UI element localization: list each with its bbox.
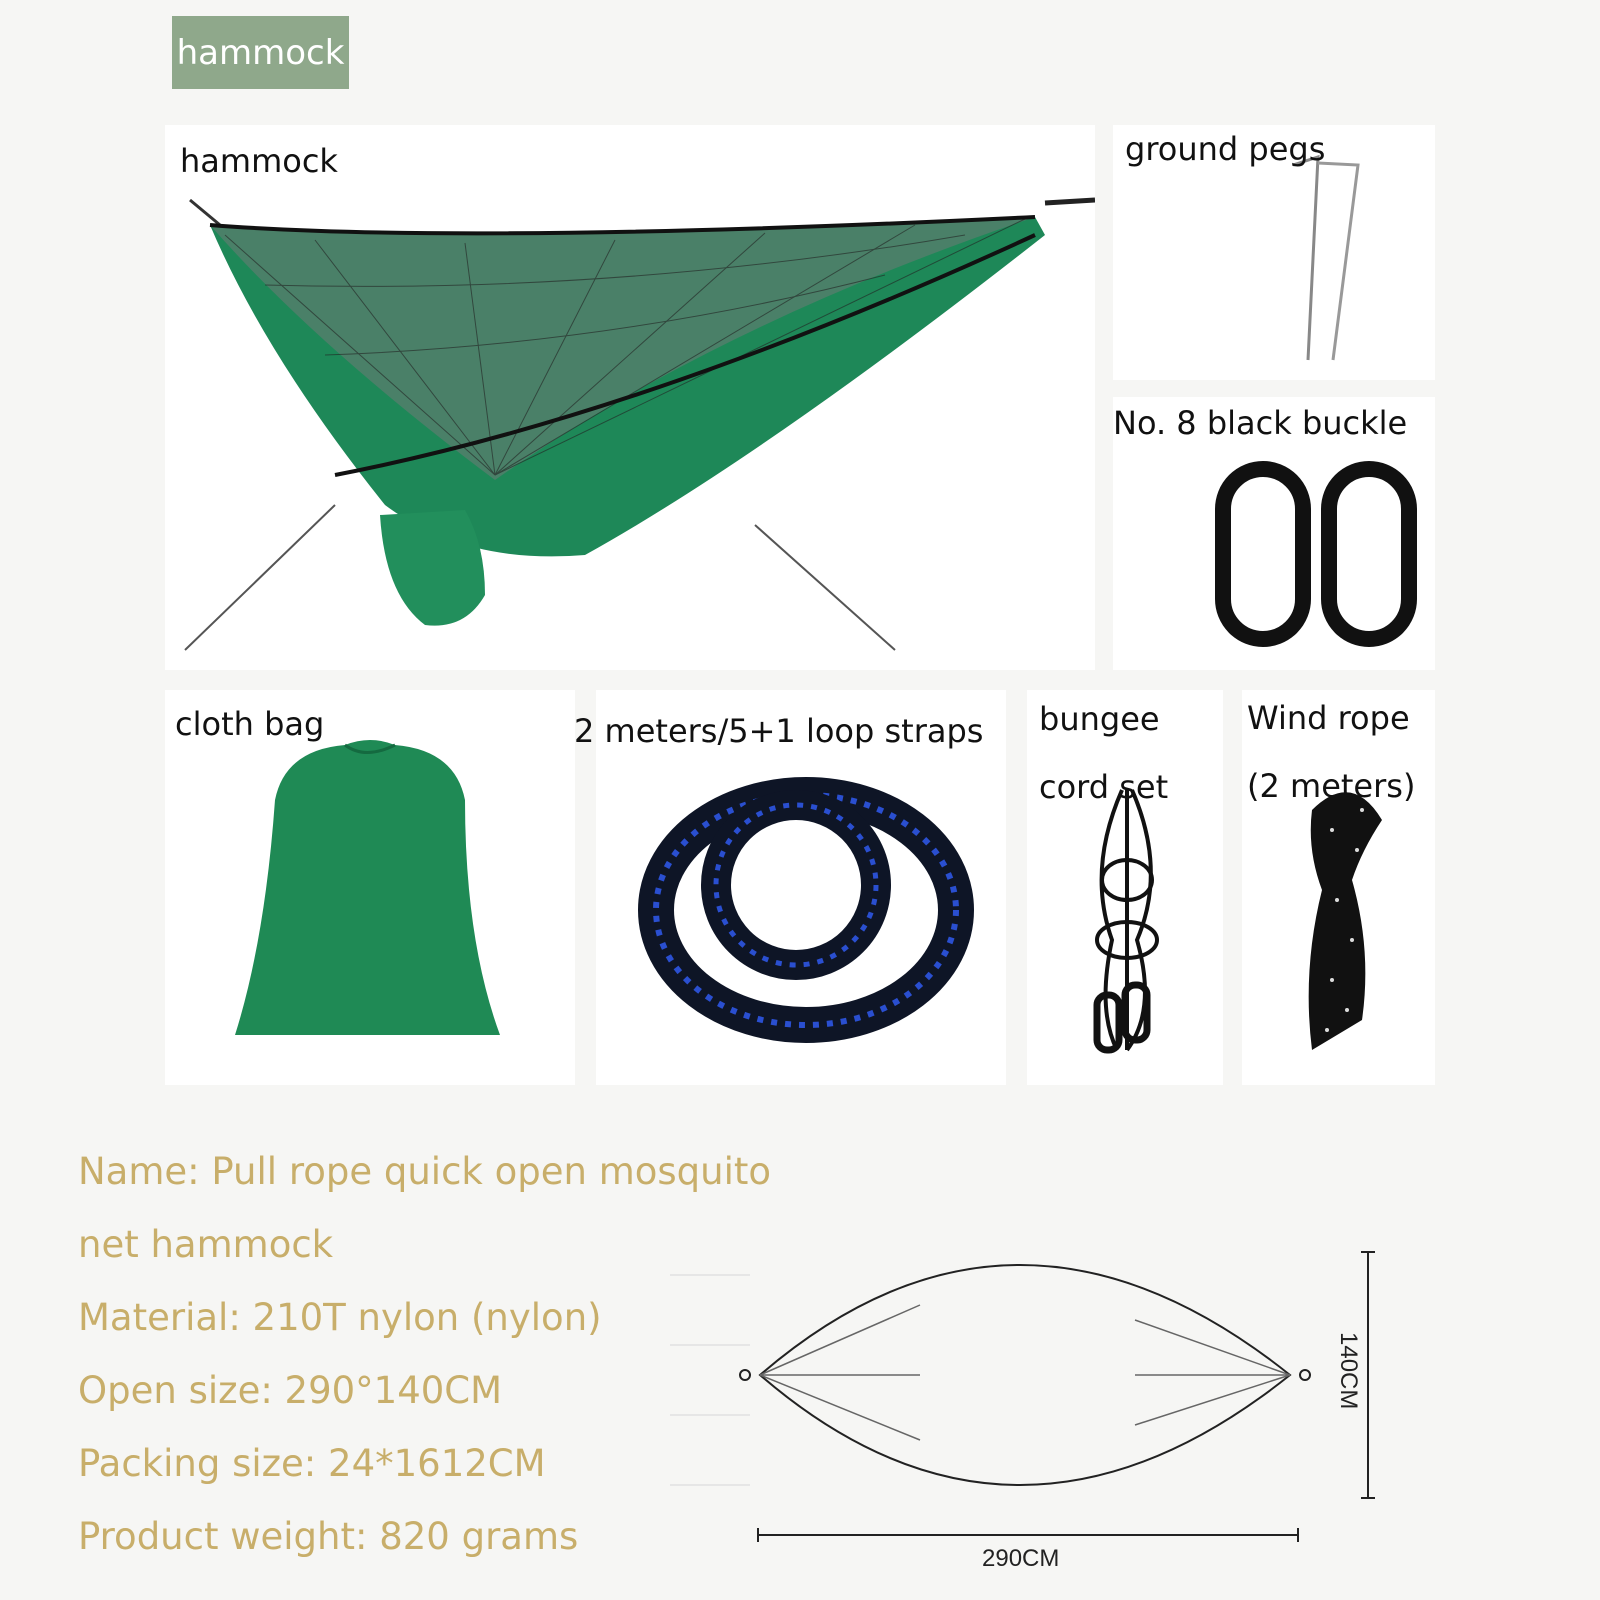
- dimension-height-label: 140CM: [1335, 1332, 1362, 1410]
- label-cloth-bag: cloth bag: [175, 705, 325, 743]
- spec-name-line2: net hammock: [78, 1223, 334, 1266]
- dimension-width-label: 290CM: [982, 1545, 1060, 1572]
- panel-cloth-bag: [165, 690, 575, 1085]
- panel-wind-rope: [1242, 690, 1435, 1085]
- label-hammock: hammock: [180, 142, 338, 180]
- panel-bungee: [1027, 690, 1223, 1085]
- spec-name-line1: Name: Pull rope quick open mosquito: [78, 1150, 772, 1193]
- hammock-dimension-diagram: [660, 1240, 1380, 1580]
- panel-loop-straps: [574, 690, 1006, 1085]
- spec-weight: Product weight: 820 grams: [78, 1515, 579, 1558]
- spec-material: Material: 210T nylon (nylon): [78, 1296, 602, 1339]
- bag-icon: [165, 690, 575, 1085]
- panel-hammock: [165, 125, 1095, 670]
- spec-open-size: Open size: 290°140CM: [78, 1369, 503, 1412]
- label-loop-straps: 2 meters/5+1 loop straps: [574, 712, 984, 750]
- spec-packing-size: Packing size: 24*1612CM: [78, 1442, 546, 1485]
- label-bungee: bungee cord set: [1039, 700, 1169, 806]
- hammock-with-net-icon: [165, 125, 1095, 670]
- panel-ground-pegs: [1113, 125, 1435, 380]
- label-buckle: No. 8 black buckle: [1113, 404, 1408, 442]
- label-ground-pegs: ground pegs: [1125, 130, 1326, 168]
- title-badge: hammock: [172, 16, 349, 89]
- panel-buckle: [1113, 397, 1435, 670]
- label-wind-rope: Wind rope (2 meters): [1247, 699, 1416, 805]
